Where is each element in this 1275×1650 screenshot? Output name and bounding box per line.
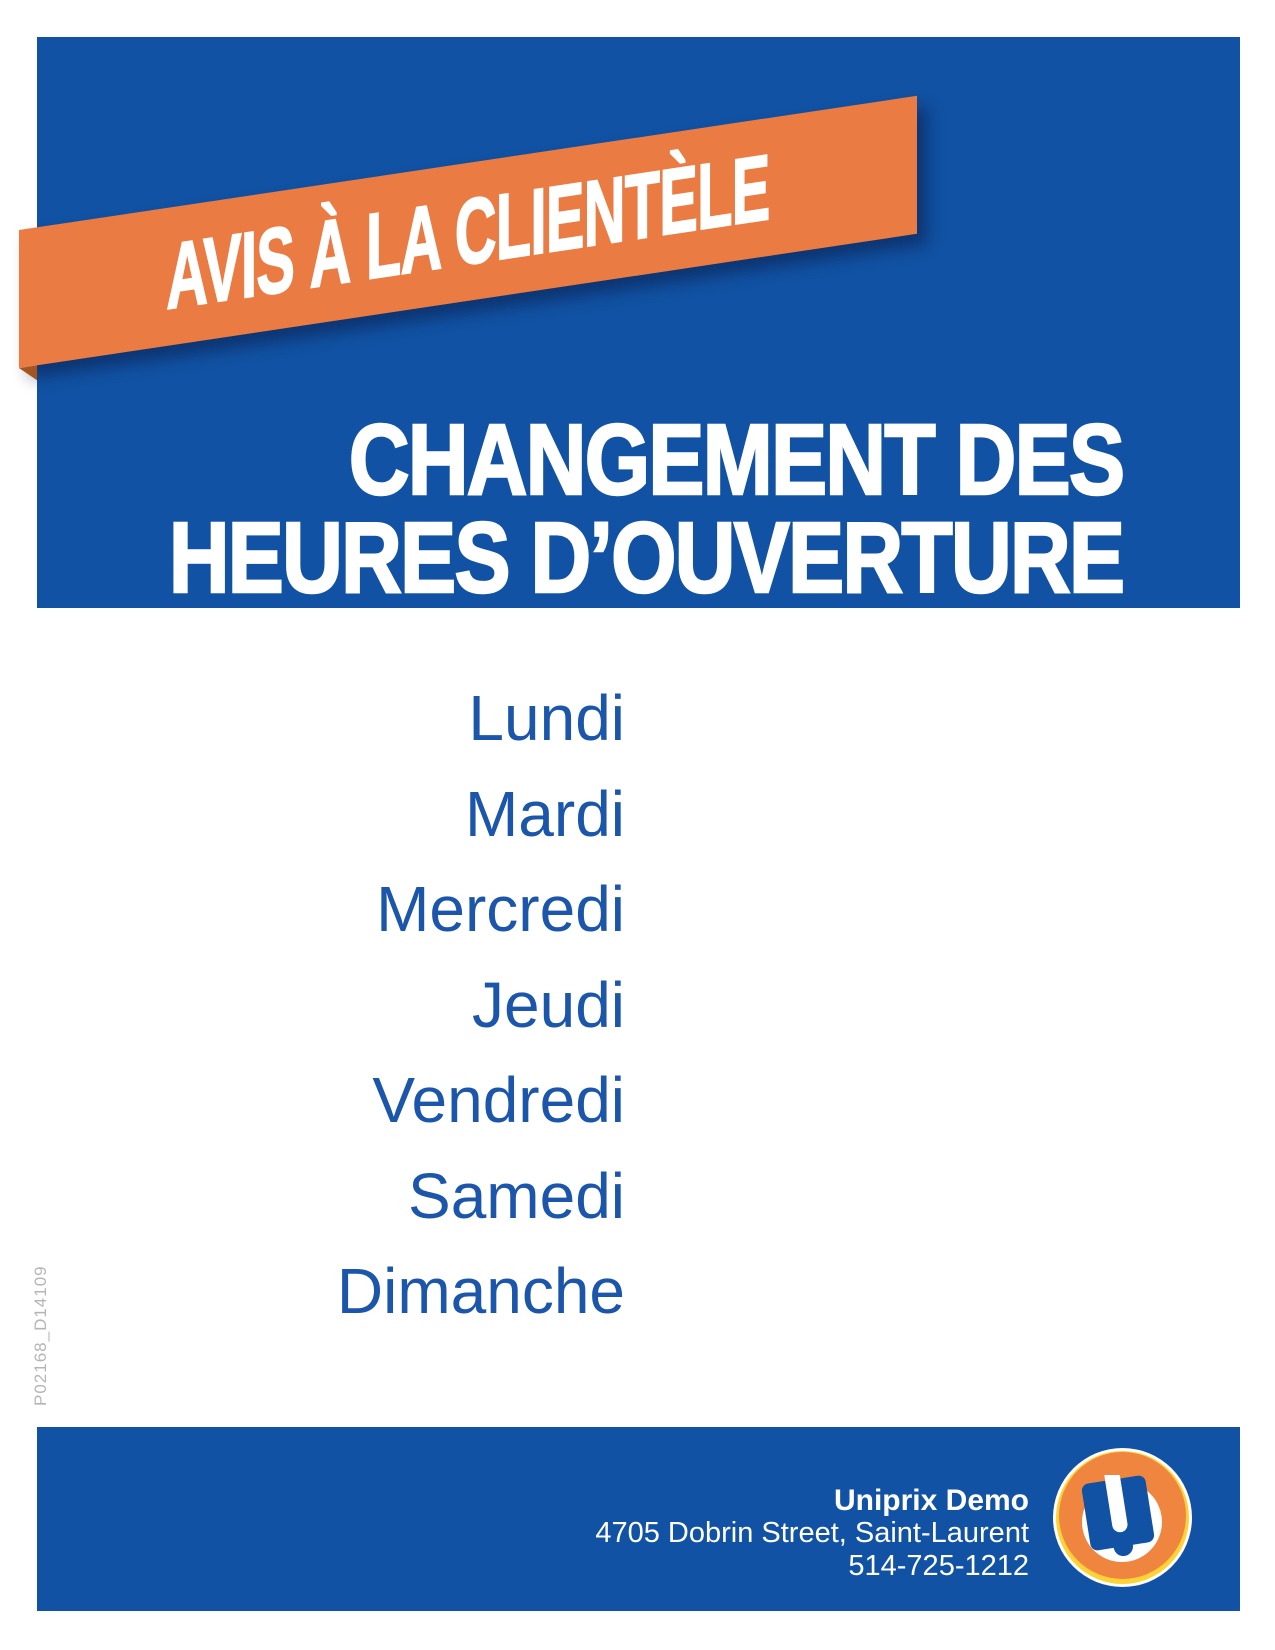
weekday-list: [337, 671, 625, 1340]
store-info: [595, 1484, 1029, 1583]
uniprix-u-icon: [1080, 1475, 1158, 1563]
weekday-samedi: Samedi: [408, 1159, 625, 1232]
uniprix-logo: [1053, 1448, 1192, 1587]
weekday-mardi: Mardi: [464, 777, 625, 850]
footer-bar: [37, 1427, 1240, 1611]
title-line-1: CHANGEMENT DES: [348, 404, 1123, 516]
weekday-vendredi: Vendredi: [372, 1064, 625, 1136]
ribbon-label: AVIS À LA CLIENTÈLE: [166, 134, 770, 329]
weekday-lundi: Lundi: [468, 682, 625, 754]
store-address: 4705 Dobrin Street, Saint-Laurent: [595, 1517, 1029, 1549]
weekday-mercredi: Mercredi: [376, 873, 625, 945]
store-phone: 514-725-1212: [848, 1550, 1029, 1582]
print-code: P02168_D14109: [31, 1265, 50, 1406]
ribbon-fold: [19, 365, 37, 383]
poster-title: [168, 404, 1123, 614]
title-line-2: HEURES D’OUVERTURE: [168, 502, 1123, 614]
weekday-dimanche: Dimanche: [336, 1255, 625, 1327]
weekday-jeudi: Jeudi: [472, 968, 625, 1041]
store-name: Uniprix Demo: [833, 1484, 1029, 1517]
